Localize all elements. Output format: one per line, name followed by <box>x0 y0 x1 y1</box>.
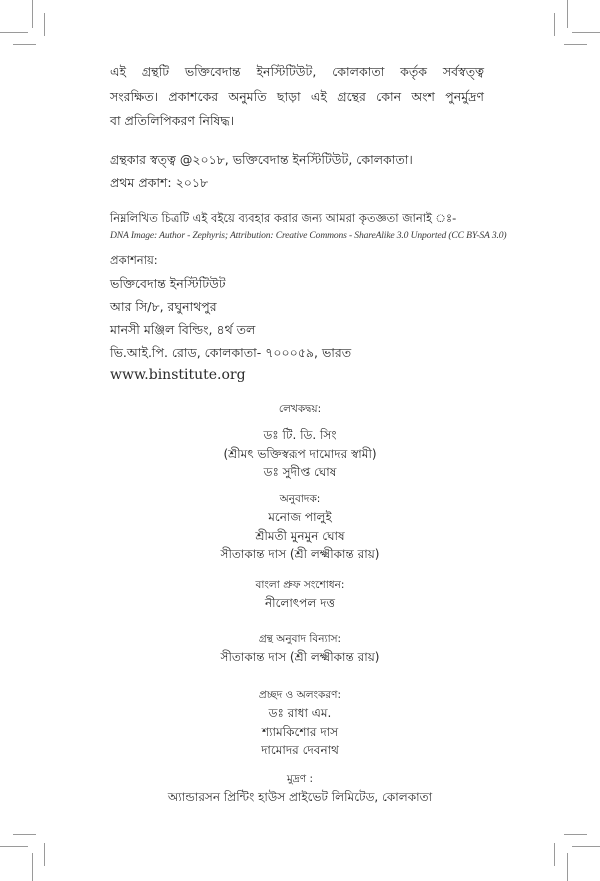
publisher-website: www.binstitute.org <box>110 367 246 383</box>
crop-mark-tr-v1 <box>567 0 568 28</box>
publisher-block <box>110 249 484 386</box>
credit-name: নীলোৎপল দত্ত <box>264 596 336 610</box>
credit-heading: লেখকদ্বয়: <box>278 403 322 415</box>
crop-mark-br-v1 <box>567 853 568 881</box>
acknowledgement-text: নিম্নলিখিত চিত্রটি এই বইয়ে ব্যবহার করার জন্য আমরা কৃতজ্ঞতা জানাই ঃ- <box>110 211 457 225</box>
publisher-address-line: মানসী মঞ্জিল বিল্ডিং, ৪র্থ তল <box>110 322 256 337</box>
publisher-name: ভক্তিবেদান্ত ইনস্টিটিউট <box>110 276 226 291</box>
crop-mark-bl-v2 <box>44 843 45 866</box>
credit-name: সীতাকান্ত দাস (শ্রী লক্ষ্মীকান্ত রায়) <box>220 650 380 664</box>
crop-mark-tl-h2 <box>13 44 36 45</box>
acknowledgement <box>110 208 510 244</box>
credits-proofreading <box>100 576 500 613</box>
credit-heading: গ্রন্থ অনুবাদ বিন্যাস: <box>258 633 342 645</box>
crop-mark-br-h1 <box>572 846 600 847</box>
copyright-notice-line: সংরক্ষিত। প্রকাশকের অনুমতি ছাড়া এই গ্রন্থের কোন অংশ পুনর্মুদ্রণ <box>110 88 484 104</box>
crop-mark-bl-h2 <box>13 834 36 835</box>
image-credit: DNA Image: Author - Zephyris; Attribution: Creative Commons - ShareAlike 3.0 Unported (CC BY-SA 3.0) <box>110 230 507 241</box>
credits-printing <box>100 770 500 807</box>
credit-heading: অনুবাদক: <box>279 493 321 505</box>
credit-heading: বাংলা প্রুফ সংশোধন: <box>255 579 345 591</box>
copyright-notice-line: বা প্রতিলিপিকরণ নিষিদ্ধ। <box>110 113 235 128</box>
copyright-block <box>110 148 484 194</box>
crop-mark-tl-v2 <box>44 13 45 36</box>
publisher-address-line: আর সি/৮, রঘুনাথপুর <box>110 299 217 314</box>
crop-mark-tr-h2 <box>564 44 587 45</box>
crop-mark-tr-h1 <box>572 32 600 33</box>
crop-mark-tr-v2 <box>554 13 555 36</box>
credit-name: শ্যামকিশোর দাস <box>261 724 339 739</box>
credits-layout <box>100 630 500 667</box>
credit-name: দামোদর দেবনাথ <box>261 743 339 757</box>
credits-authors <box>100 400 500 482</box>
credit-name: ডঃ সুদীপ্ত ঘোষ <box>263 465 337 479</box>
credit-name: (শ্রীমৎ ভক্তিস্বরূপ দামোদর স্বামী) <box>223 446 377 461</box>
publisher-address-line: ভি.আই.পি. রোড, কোলকাতা- ৭০০০৫৯, ভারত <box>110 345 352 360</box>
credit-name: সীতাকান্ত দাস (শ্রী লক্ষ্মীকান্ত রায়) <box>220 547 380 561</box>
credit-heading: প্রচ্ছদ ও অলংকরণ: <box>258 689 342 701</box>
credit-name: ডঃ রাধা এম. <box>268 706 332 720</box>
copyright-notice-line: এই গ্রন্থটি ভক্তিবেদান্ত ইনস্টিটিউট, কোলকাতা কর্তৃক সর্বস্বত্ত্ব <box>110 64 484 79</box>
crop-mark-tl-v1 <box>32 0 33 28</box>
crop-mark-br-h2 <box>564 834 587 835</box>
credit-name: শ্রীমতী মুনমুন ঘোষ <box>255 528 345 543</box>
publisher-heading: প্রকাশনায়: <box>110 253 158 267</box>
copyright-notice <box>110 60 484 134</box>
copyright-line: গ্রন্থকার স্বত্ত্ব @২০১৮, ভক্তিবেদান্ত ইনস্টিটিউট, কোলকাতা। <box>110 152 413 167</box>
first-edition: প্রথম প্রকাশ: ২০১৮ <box>110 175 209 190</box>
credit-name: অ্যান্ডারসন প্রিন্টিং হাউস প্রাইভেট লিমিটেড, কোলকাতা <box>167 790 433 804</box>
crop-mark-tl-h1 <box>0 32 28 33</box>
crop-mark-bl-h1 <box>0 846 28 847</box>
credits-cover <box>100 686 500 760</box>
credits-translators <box>100 490 500 564</box>
credit-name: ডঃ টি. ডি. সিং <box>263 428 337 442</box>
credit-name: মনোজ পালুই <box>268 510 332 524</box>
crop-mark-bl-v1 <box>32 853 33 881</box>
crop-mark-br-v2 <box>554 843 555 866</box>
credit-heading: মুদ্রণ : <box>286 773 314 785</box>
